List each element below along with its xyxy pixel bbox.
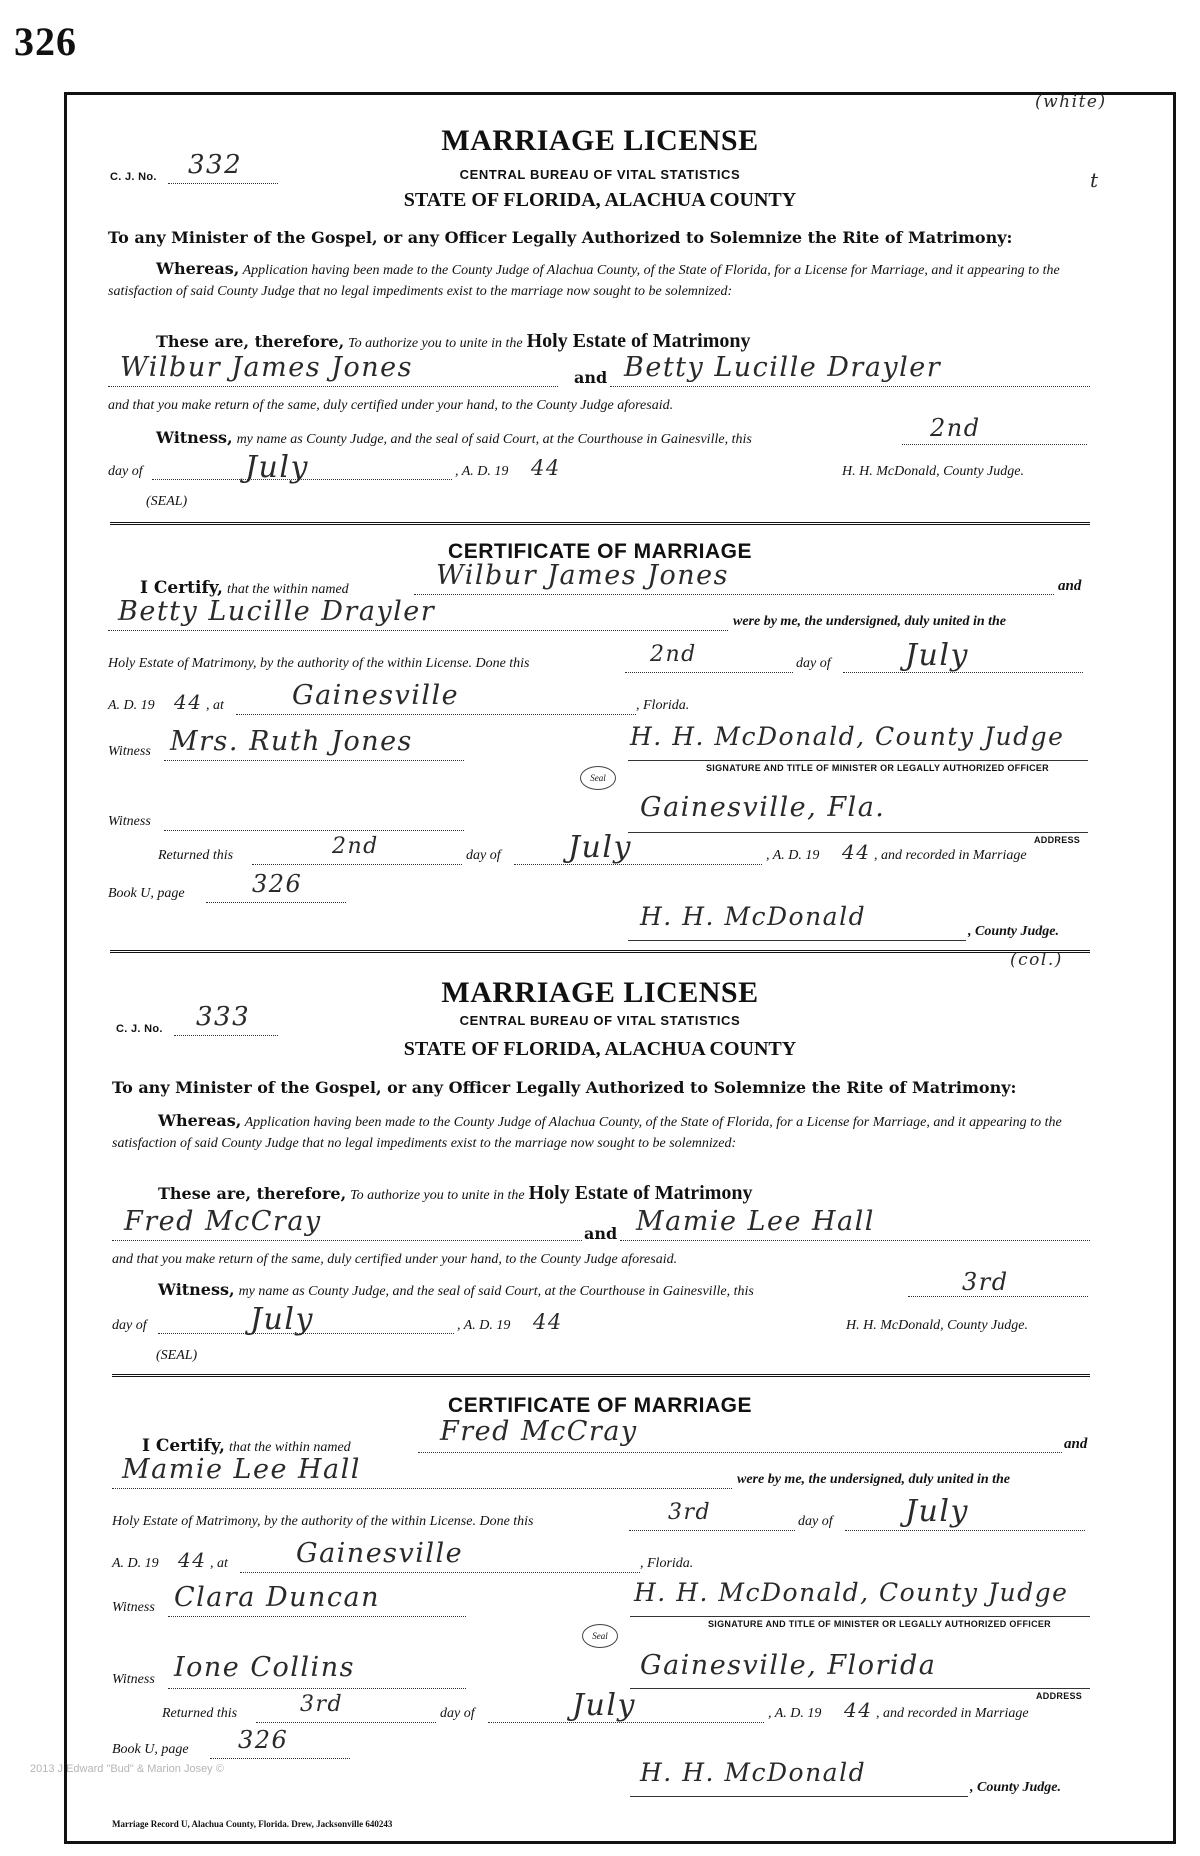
corner-mark: t	[1090, 168, 1100, 192]
holy-estate: Holy Estate of Matrimony	[526, 330, 751, 352]
certificate-day-of: day of	[796, 656, 831, 671]
recorded-text: , and recorded in Marriage	[874, 848, 1027, 863]
state-county: STATE OF FLORIDA, ALACHUA COUNTY	[403, 189, 797, 211]
certificate-florida: , Florida.	[640, 1556, 694, 1571]
holy-text: Holy Estate of Matrimony, by the authority of the within License. Done this	[112, 1514, 534, 1529]
corner-note: (white)	[1035, 92, 1107, 112]
seal-label: (SEAL)	[146, 494, 188, 509]
certificate-bride: Betty Lucille Drayler	[118, 596, 436, 627]
certificate-ad: A. D. 19	[112, 1556, 159, 1571]
witness1-label: Witness	[108, 744, 151, 759]
issue-day: 2nd	[930, 414, 981, 442]
return-text: and that you make return of the same, duly certified under your hand, to the County Judge aforesaid.	[112, 1252, 678, 1267]
license-title: MARRIAGE LICENSE	[441, 976, 759, 1009]
certificate-and: and	[1064, 1436, 1088, 1452]
certificate-title: CERTIFICATE OF MARRIAGE	[448, 1394, 752, 1417]
officiant-signature: H. H. McDonald, County Judge	[630, 722, 1065, 751]
seal-stamp: Seal	[582, 1624, 618, 1648]
certify-label: I Certify,	[142, 1436, 225, 1456]
issue-month: July	[245, 450, 309, 485]
returned-month: July	[572, 1688, 636, 1723]
witness1-name: Clara Duncan	[174, 1582, 381, 1613]
whereas-paragraph	[112, 1110, 1094, 1154]
united-text: were by me, the undersigned, duly united in the	[737, 1472, 1011, 1487]
certificate-day: 2nd	[650, 642, 697, 667]
certificate-bride: Mamie Lee Hall	[122, 1454, 361, 1485]
judge-signature: H. H. McDonald	[640, 902, 867, 931]
these-label: These are, therefore,	[158, 1184, 347, 1203]
witness-text: my name as County Judge, and the seal of said Court, at the Courthouse in Gainesville, this	[238, 1284, 754, 1299]
cj-label: C. J. No.	[116, 1023, 163, 1035]
officiant-address: Gainesville, Fla.	[640, 792, 886, 823]
issue-year: 44	[533, 1310, 563, 1334]
witness-line	[156, 428, 752, 448]
certificate-month: July	[905, 638, 969, 673]
whereas-text: Application having been made to the County Judge of Alachua County, of the State of Florida, for a License for Marriage, and it appearing to the satisfaction of said County Judge that no legal impediments exist to the marriage now sought to be solemnized:	[112, 1115, 1062, 1151]
united-text: were by me, the undersigned, duly united in the	[733, 614, 1007, 629]
returned-ad: , A. D. 19	[766, 848, 820, 863]
witness2-label: Witness	[112, 1672, 155, 1687]
witness2-label: Witness	[108, 814, 151, 829]
return-text: and that you make return of the same, duly certified under your hand, to the County Judge aforesaid.	[108, 398, 674, 413]
whereas-text: Application having been made to the County Judge of Alachua County, of the State of Florida, for a License for Marriage, and it appearing to the satisfaction of said County Judge that no legal impediments exist to the marriage now sought to be solemnized:	[108, 263, 1060, 299]
signature-caption: SIGNATURE AND TITLE OF MINISTER OR LEGALLY AUTHORIZED OFFICER	[708, 1619, 1051, 1629]
whereas-paragraph	[108, 258, 1093, 302]
ad-label: , A. D. 19	[455, 464, 509, 479]
certificate-place: Gainesville	[296, 1538, 464, 1569]
bureau-name: CENTRAL BUREAU OF VITAL STATISTICS	[459, 167, 741, 182]
and-label: and	[574, 368, 608, 387]
these-are-line	[158, 1182, 752, 1205]
certify-label: I Certify,	[140, 578, 223, 598]
signature-caption: SIGNATURE AND TITLE OF MINISTER OR LEGALLY AUTHORIZED OFFICER	[706, 763, 1049, 773]
groom-name: Fred McCray	[124, 1206, 322, 1237]
witness1-name: Mrs. Ruth Jones	[170, 726, 413, 757]
judge-signature: H. H. McDonald	[640, 1758, 867, 1787]
and-label: and	[584, 1224, 618, 1243]
certify-text: that the within named	[228, 1440, 351, 1455]
holy-text: Holy Estate of Matrimony, by the authority of the within License. Done this	[108, 656, 530, 671]
bride-name: Betty Lucille Drayler	[624, 352, 942, 383]
issue-month: July	[250, 1302, 314, 1337]
witness-line	[158, 1280, 754, 1300]
witness2-name: Ione Collins	[174, 1652, 355, 1683]
judge-name: H. H. McDonald, County Judge.	[842, 464, 1024, 479]
returned-year: 44	[842, 840, 871, 864]
certificate-and: and	[1058, 578, 1082, 594]
witness1-label: Witness	[112, 1600, 155, 1615]
certificate-year: 44	[178, 1548, 207, 1572]
judge-name: H. H. McDonald, County Judge.	[846, 1318, 1028, 1333]
state-county: STATE OF FLORIDA, ALACHUA COUNTY	[403, 1038, 797, 1060]
copyright-watermark: 2013 J Edward "Bud" & Marion Josey ©	[30, 1763, 224, 1775]
address-line: To any Minister of the Gospel, or any Officer Legally Authorized to Solemnize the Rite of Matrimony:	[112, 1078, 1017, 1097]
cj-number: 332	[188, 150, 243, 180]
certify-line	[142, 1436, 351, 1456]
certificate-day-of: day of	[798, 1514, 833, 1529]
cj-label: C. J. No.	[110, 171, 157, 183]
returned-day: 3rd	[300, 1692, 344, 1717]
certificate-place: Gainesville	[292, 680, 460, 711]
whereas-label: Whereas,	[156, 259, 240, 278]
these-are-line	[156, 330, 750, 353]
bride-name: Mamie Lee Hall	[636, 1206, 875, 1237]
witness-text: my name as County Judge, and the seal of said Court, at the Courthouse in Gainesville, this	[236, 432, 752, 447]
address-line: To any Minister of the Gospel, or any Officer Legally Authorized to Solemnize the Rite of Matrimony:	[108, 228, 1013, 247]
these-text: To authorize you to unite in the	[348, 336, 523, 351]
certificate-month: July	[905, 1494, 969, 1529]
whereas-label: Whereas,	[158, 1111, 242, 1130]
officiant-address: Gainesville, Florida	[640, 1650, 937, 1681]
returned-year: 44	[844, 1698, 873, 1722]
groom-name: Wilbur James Jones	[120, 352, 413, 383]
day-of-label: day of	[112, 1318, 147, 1333]
page-number: 326	[14, 19, 77, 64]
seal-stamp: Seal	[580, 766, 616, 790]
certificate-year: 44	[174, 690, 203, 714]
ad-label: , A. D. 19	[457, 1318, 511, 1333]
cj-number: 333	[196, 1002, 251, 1032]
judge-title: , County Judge.	[970, 1780, 1062, 1795]
seal-label: (SEAL)	[156, 1348, 198, 1363]
returned-day-of: day of	[466, 848, 501, 863]
book-page: 326	[252, 870, 303, 898]
returned-day-of: day of	[440, 1706, 475, 1721]
issue-day: 3rd	[962, 1268, 1009, 1296]
certificate-ad: A. D. 19	[108, 698, 155, 713]
witness-label: Witness,	[156, 428, 233, 447]
certify-text: that the within named	[226, 582, 349, 597]
these-text: To authorize you to unite in the	[350, 1188, 525, 1203]
certificate-groom: Fred McCray	[440, 1416, 638, 1447]
witness-label: Witness,	[158, 1280, 235, 1299]
returned-month: July	[568, 830, 632, 865]
address-caption: ADDRESS	[1034, 835, 1081, 845]
returned-ad: , A. D. 19	[768, 1706, 822, 1721]
address-caption: ADDRESS	[1036, 1691, 1083, 1701]
these-label: These are, therefore,	[156, 332, 345, 351]
judge-title: , County Judge.	[968, 924, 1060, 939]
book-label: Book U, page	[108, 886, 185, 901]
book-label: Book U, page	[112, 1742, 189, 1757]
bureau-name: CENTRAL BUREAU OF VITAL STATISTICS	[459, 1013, 741, 1028]
issue-year: 44	[531, 456, 561, 480]
certificate-day: 3rd	[668, 1500, 712, 1525]
license-title: MARRIAGE LICENSE	[441, 124, 759, 157]
book-page: 326	[238, 1726, 289, 1754]
certificate-title: CERTIFICATE OF MARRIAGE	[448, 540, 752, 563]
returned-day: 2nd	[332, 834, 379, 859]
certificate-at: , at	[206, 698, 224, 713]
corner-note: (col.)	[1010, 950, 1063, 970]
recorded-text: , and recorded in Marriage	[876, 1706, 1029, 1721]
returned-label: Returned this	[162, 1706, 238, 1721]
officiant-signature: H. H. McDonald, County Judge	[634, 1578, 1069, 1607]
certify-line	[140, 578, 349, 598]
certificate-florida: , Florida.	[636, 698, 690, 713]
returned-label: Returned this	[158, 848, 234, 863]
day-of-label: day of	[108, 464, 143, 479]
certificate-at: , at	[210, 1556, 228, 1571]
certificate-groom: Wilbur James Jones	[436, 560, 729, 591]
holy-estate: Holy Estate of Matrimony	[528, 1182, 753, 1204]
form-footer: Marriage Record U, Alachua County, Florida. Drew, Jacksonville 640243	[112, 1819, 393, 1829]
